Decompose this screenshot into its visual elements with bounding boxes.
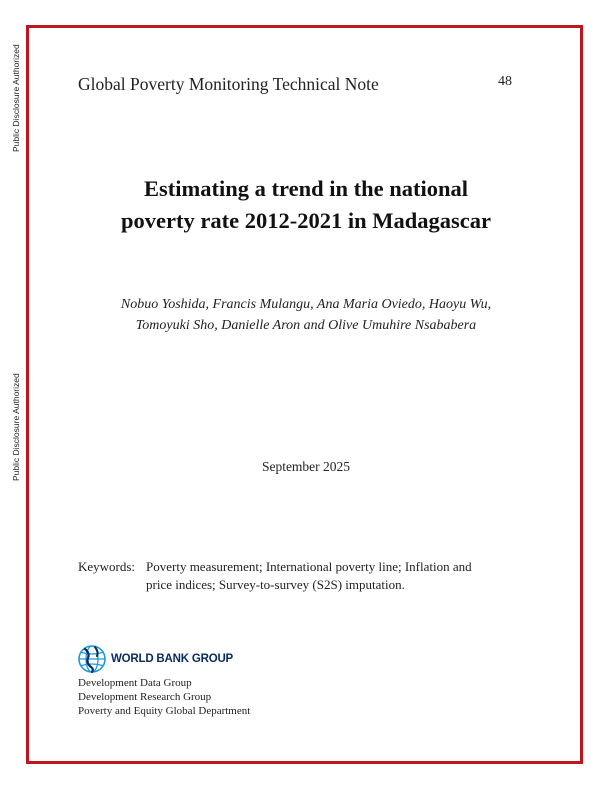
document-title — [60, 173, 552, 237]
authors-line-2: Tomoyuki Sho, Danielle Aron and Olive Umuhire Nsababera — [135, 318, 477, 333]
world-bank-group-wordmark: WORLD BANK GROUP — [111, 653, 234, 665]
publication-date: September 2025 — [261, 459, 351, 474]
note-number: 48 — [498, 74, 512, 89]
title-line-2: poverty rate 2012-2021 in Madagascar — [121, 208, 491, 233]
department-1: Development Data Group — [78, 677, 192, 689]
keywords-label: Keywords: — [78, 559, 136, 574]
title-line-1: Estimating a trend in the national — [144, 176, 468, 201]
side-label-disclosure-top: Public Disclosure Authorized — [11, 44, 21, 152]
world-bank-logo — [77, 644, 233, 674]
department-2: Development Research Group — [78, 691, 212, 703]
keywords-line-1: Poverty measurement; International poverty line; Inflation and — [146, 559, 472, 574]
series-title: Global Poverty Monitoring Technical Note — [78, 74, 379, 94]
world-bank-globe-icon — [77, 644, 107, 674]
keywords-list — [146, 558, 506, 594]
authors — [60, 294, 552, 336]
side-label-disclosure-bottom: Public Disclosure Authorized — [11, 373, 21, 481]
department-3: Poverty and Equity Global Department — [78, 705, 251, 717]
authors-line-1: Nobuo Yoshida, Francis Mulangu, Ana Maria Oviedo, Haoyu Wu, — [120, 297, 492, 312]
keywords-line-2: price indices; Survey-to-survey (S2S) imputation. — [146, 577, 405, 592]
